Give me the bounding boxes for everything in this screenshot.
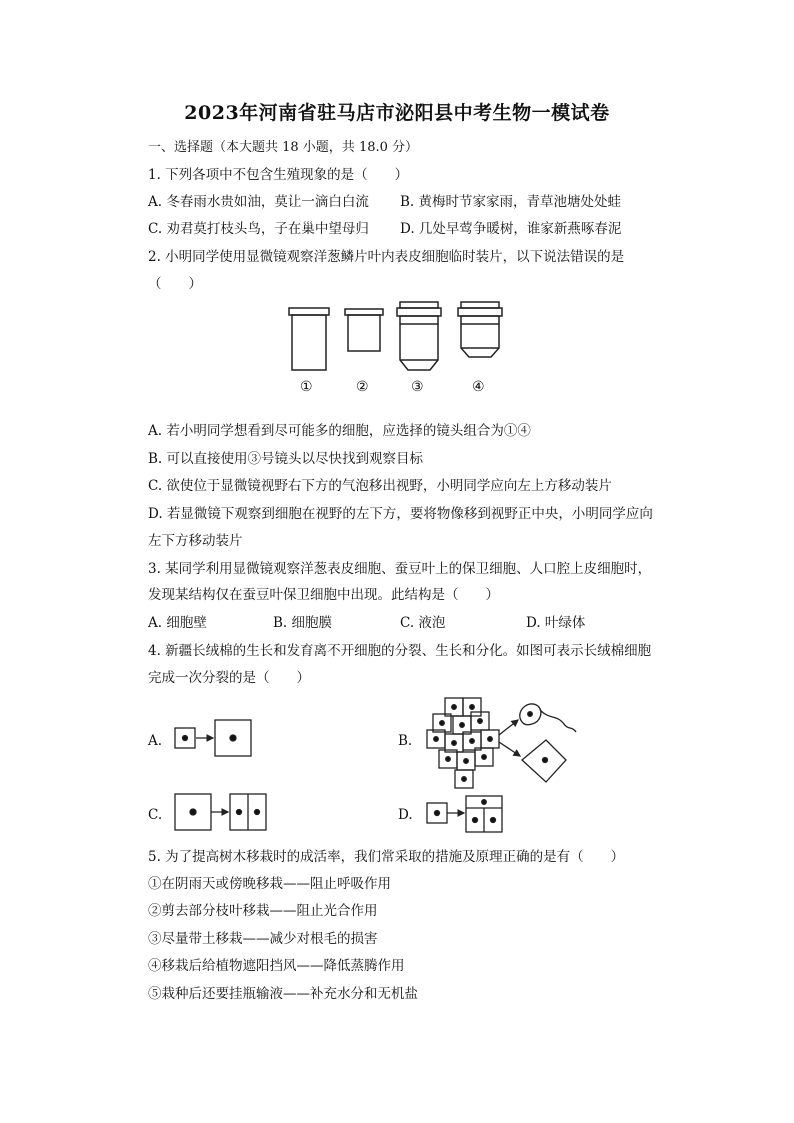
q4-option-c-letter: C.	[148, 807, 163, 823]
q5-item-5: ⑤栽种后还要挂瓶输液——补充水分和无机盐	[148, 986, 418, 1002]
q2-option-d-cont: 左下方移动装片	[148, 533, 243, 549]
q3-stem-line2: 发现某结构仅在蚕豆叶保卫细胞中出现。此结构是（ ）	[148, 587, 499, 603]
q4-stem-line2: 完成一次分裂的是（ ）	[148, 670, 310, 686]
lens-label-3: ③	[411, 379, 424, 395]
q5-stem: 5. 为了提高树木移栽时的成活率，我们常采取的措施及原理正确的是有（ ）	[148, 849, 625, 865]
eyepiece-short-icon	[345, 309, 383, 351]
q1-option-c: C. 劝君莫打枝头鸟，子在巢中望母归	[148, 221, 369, 237]
q5-item-1: ①在阴雨天或傍晚移栽——阻止呼吸作用	[148, 876, 391, 892]
q2-stem-line2: （ ）	[148, 276, 202, 292]
lens-figure	[0, 300, 794, 400]
q1-option-a: A. 冬春雨水贵如油，莫让一滴白白流	[148, 194, 369, 210]
exam-title: 2023年河南省驻马店市泌阳县中考生物一模试卷	[184, 102, 610, 124]
q2-option-b: B. 可以直接使用③号镜头以尽快找到观察目标	[148, 451, 424, 467]
q3-option-a: A. 细胞壁	[148, 615, 207, 631]
q3-option-c: C. 液泡	[400, 615, 446, 631]
q4-stem-line1: 4. 新疆长绒棉的生长和发育离不开细胞的分裂、生长和分化。如图可表示长绒棉细胞	[148, 643, 652, 659]
objective-long-icon	[397, 302, 441, 370]
q2-option-a: A. 若小明同学想看到尽可能多的细胞，应选择的镜头组合为①④	[148, 423, 531, 439]
q5-item-3: ③尽量带土移栽——减少对根毛的损害	[148, 931, 378, 947]
q3-stem-line1: 3. 某同学利用显微镜观察洋葱表皮细胞、蚕豆叶上的保卫细胞、人口腔上皮细胞时，	[148, 561, 652, 577]
q1-option-b: B. 黄梅时节家家雨，青草池塘处处蛙	[400, 194, 622, 210]
q4-option-d-letter: D.	[398, 807, 413, 823]
section-heading: 一、选择题（本大题共 18 小题，共 18.0 分）	[148, 140, 419, 155]
option-d-diagram	[427, 796, 502, 832]
q2-stem-line1: 2. 小明同学使用显微镜观察洋葱鳞片叶内表皮细胞临时装片，以下说法错误的是	[148, 249, 625, 265]
q2-option-c: C. 欲使位于显微镜视野右下方的气泡移出视野，小明同学应向左上方移动装片	[148, 478, 612, 494]
lens-label-1: ①	[300, 379, 313, 395]
q2-option-d: D. 若显微镜下观察到细胞在视野的左下方，要将物像移到视野正中央，小明同学应向	[148, 506, 653, 522]
option-a-diagram	[175, 720, 251, 756]
lens-label-2: ②	[356, 379, 369, 395]
option-b-diagram	[427, 698, 576, 788]
q4-option-b-letter: B.	[398, 733, 413, 749]
cell-diagrams	[0, 690, 794, 840]
eyepiece-long-icon	[289, 308, 329, 370]
q5-item-4: ④移栽后给植物遮阳挡风——降低蒸腾作用	[148, 958, 405, 974]
objective-short-icon	[458, 302, 502, 357]
q3-option-b: B. 细胞膜	[273, 615, 333, 631]
q3-option-d: D. 叶绿体	[526, 615, 586, 631]
q5-item-2: ②剪去部分枝叶移栽——阻止光合作用	[148, 903, 378, 919]
lens-label-4: ④	[472, 379, 485, 395]
q1-stem: 1. 下列各项中不包含生殖现象的是（ ）	[148, 167, 409, 183]
q1-option-d: D. 几处早莺争暖树，谁家新燕啄春泥	[400, 221, 622, 237]
q4-option-a-letter: A.	[148, 733, 163, 749]
option-c-diagram	[175, 794, 266, 830]
